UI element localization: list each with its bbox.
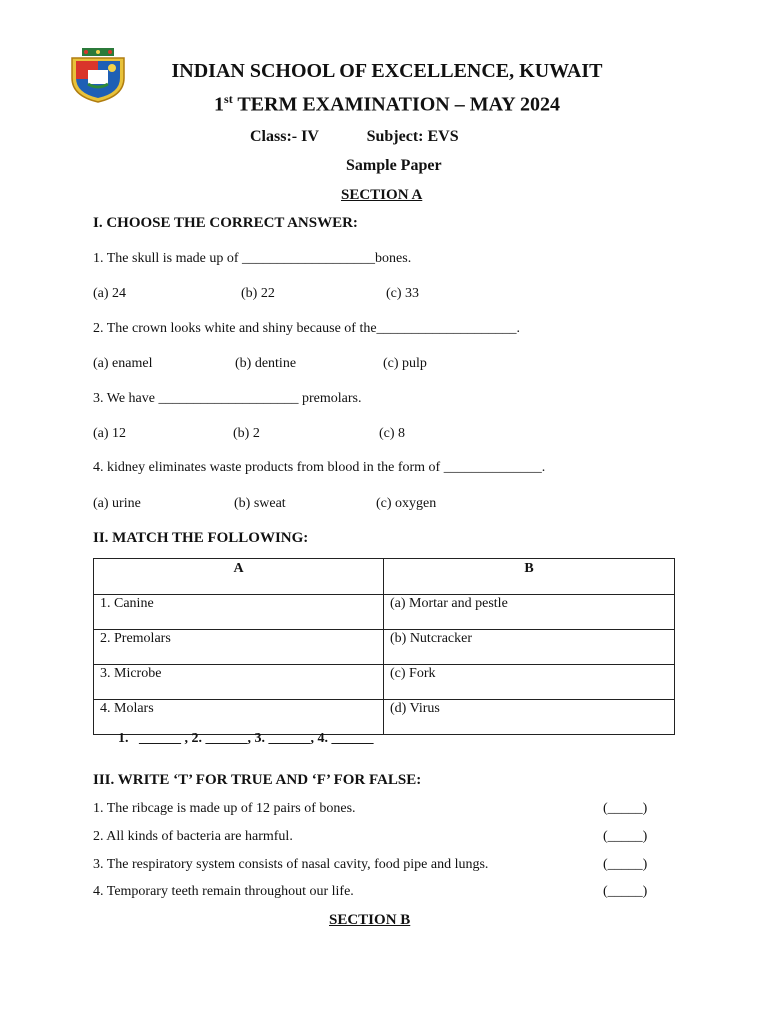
statement-3: 3. The respiratory system consists of nasal cavity, food pipe and lungs. [93, 857, 489, 872]
q2-option-b: (b) dentine [235, 356, 297, 371]
table-header-row [94, 559, 675, 595]
column-b-header: B [384, 559, 675, 595]
q4-option-b: (b) sweat [234, 496, 286, 511]
row-b-cell: (d) Virus [384, 700, 675, 735]
statement-2: 2. All kinds of bacteria are harmful. [93, 829, 293, 844]
q1-option-c: (c) 33 [386, 286, 420, 301]
part1-heading: I. CHOOSE THE CORRECT ANSWER: [93, 215, 358, 231]
q4-option-a: (a) urine [93, 496, 141, 511]
row-a-cell: 1. Canine [94, 595, 384, 630]
question-3: 3. We have ____________________ premolars. [93, 391, 362, 406]
q3-option-a: (a) 12 [93, 426, 127, 441]
section-a-heading: SECTION A [341, 187, 423, 203]
sample-paper-label: Sample Paper [346, 157, 442, 174]
q1-option-a: (a) 24 [93, 286, 127, 301]
class-subject-line [250, 128, 459, 146]
part3-heading: III. WRITE ‘T’ FOR TRUE AND ‘F’ FOR FALSE: [93, 772, 422, 788]
row-b-cell: (a) Mortar and pestle [384, 595, 675, 630]
question-1: 1. The skull is made up of ___________________bones. [93, 251, 412, 266]
answer-blank-3: (_____) [603, 857, 648, 872]
table-row [94, 665, 675, 700]
statement-1: 1. The ribcage is made up of 12 pairs of bones. [93, 801, 356, 816]
q3-option-b: (b) 2 [233, 426, 260, 441]
statement-4: 4. Temporary teeth remain throughout our life. [93, 884, 354, 899]
answer-blank-2: (_____) [603, 829, 648, 844]
part2-heading: II. MATCH THE FOLLOWING: [93, 530, 309, 546]
match-table [93, 558, 675, 735]
q2-option-a: (a) enamel [93, 356, 153, 371]
row-a-cell: 3. Microbe [94, 665, 384, 700]
q1-option-b: (b) 22 [241, 286, 275, 301]
row-a-cell: 4. Molars [94, 700, 384, 735]
class-label: Class:- IV [250, 128, 319, 145]
answer-blank-4: (_____) [603, 884, 648, 899]
school-name: INDIAN SCHOOL OF EXCELLENCE, KUWAIT [171, 60, 603, 82]
table-row [94, 700, 675, 735]
row-a-cell: 2. Premolars [94, 630, 384, 665]
row-b-cell: (c) Fork [384, 665, 675, 700]
q4-option-c: (c) oxygen [376, 496, 437, 511]
column-a-header: A [94, 559, 384, 595]
match-answer-line: 1. ______ , 2. ______, 3. ______, 4. ______ [118, 731, 374, 746]
subject-label: Subject: EVS [366, 128, 459, 145]
question-4: 4. kidney eliminates waste products from blood in the form of ______________. [93, 460, 546, 475]
table-row [94, 630, 675, 665]
section-b-heading: SECTION B [329, 912, 411, 928]
table-row [94, 595, 675, 630]
exam-title: 1st TERM EXAMINATION – MAY 2024 [214, 92, 560, 116]
answer-blank-1: (_____) [603, 801, 648, 816]
q2-option-c: (c) pulp [383, 356, 427, 371]
row-b-cell: (b) Nutcracker [384, 630, 675, 665]
q3-option-c: (c) 8 [379, 426, 406, 441]
question-2: 2. The crown looks white and shiny because of the____________________. [93, 321, 521, 336]
